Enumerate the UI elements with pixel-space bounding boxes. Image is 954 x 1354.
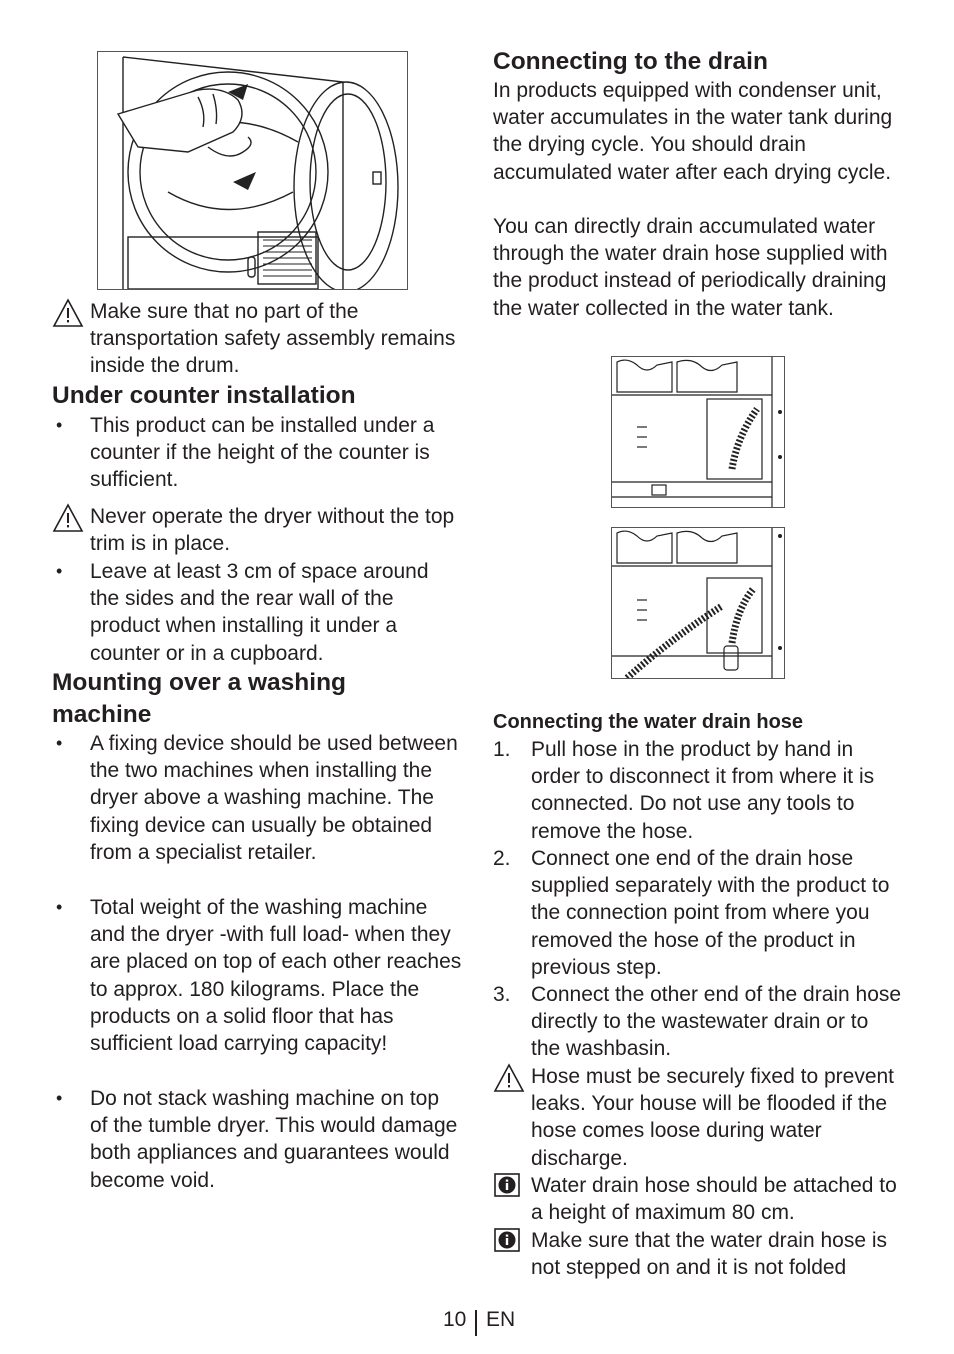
mounting-bullet-2: • Total weight of the washing machine and the dryer -with full load- when they are placed on top of each other reaches to approx. 180 kilograms. Place the products on a solid floor that has sufficient load carrying capacity!: [56, 896, 462, 1056]
warning-top-trim: Never operate the dryer without the top trim is in place.: [52, 503, 462, 557]
hose-heading: Connecting the water drain hose: [493, 711, 804, 733]
drain-paragraph-1: In products equipped with condenser unit, water accumulates in the water tank during the drying cycle. You should drain accumulated water after each drying cycle.: [493, 79, 893, 184]
hose-step-1: 1. Pull hose in the product by hand in order to disconnect it from where it is connected. Do not use any tools to remove the hose.: [493, 738, 875, 843]
warning-triangle-icon: [493, 1063, 527, 1100]
hose-step-2: 2. Connect one end of the drain hose supplied separately with the product to the connection point from where you removed the hose of the product in previous step.: [493, 847, 890, 979]
drain-hose-figure-1: [611, 356, 785, 508]
info-hose-height: Water drain hose should be attached to a height of maximum 80 cm.: [493, 1172, 903, 1226]
info-hose-folded: Make sure that the water drain hose is not stepped on and it is not folded: [493, 1227, 903, 1281]
warning-transport-text: Make sure that no part of the transportation safety assembly remains inside the drum.: [90, 300, 456, 378]
drain-hose-drawing-1: [612, 357, 784, 507]
drain-paragraph-2: You can directly drain accumulated water through the water drain hose supplied with the product instead of periodically draining the water collected in the water tank.: [493, 215, 888, 320]
footer-divider: [475, 1310, 477, 1336]
dryer-door-illustration: [97, 51, 408, 290]
dryer-door-drawing: [98, 52, 407, 289]
under-counter-bullet-2: • Leave at least 3 cm of space around the sides and the rear wall of the product when installing it under a counter or in a cupboard.: [56, 560, 429, 665]
warning-triangle-icon: [52, 298, 86, 335]
drain-hose-figure-2: [611, 527, 785, 679]
info-icon: [493, 1172, 527, 1205]
warning-hose-leak: Hose must be securely fixed to prevent leaks. Your house will be flooded if the hose comes loose during water discharge.: [493, 1063, 903, 1172]
mounting-heading: Mounting over a washing machine: [52, 669, 347, 728]
under-counter-bullet-1: • This product can be installed under a counter if the height of the counter is sufficient.: [56, 414, 435, 492]
warning-transport: [52, 298, 462, 380]
under-counter-heading: Under counter installation: [52, 382, 356, 409]
language-code: EN: [486, 1308, 516, 1331]
drain-heading: Connecting to the drain: [493, 48, 768, 75]
info-icon: [493, 1227, 527, 1260]
page-number: 10: [443, 1308, 467, 1331]
drain-hose-drawing-2: [612, 528, 784, 678]
mounting-bullet-3: • Do not stack washing machine on top of the tumble dryer. This would damage both appliances and guarantees would become void.: [56, 1087, 458, 1192]
warning-triangle-icon: [52, 503, 86, 540]
mounting-bullet-1: • A fixing device should be used between the two machines when installing the dryer above a washing machine. The fixing device can usually be obtained from a specialist retailer.: [56, 732, 458, 864]
hose-step-3: 3. Connect the other end of the drain hose directly to the wastewater drain or to the washbasin.: [493, 983, 902, 1061]
